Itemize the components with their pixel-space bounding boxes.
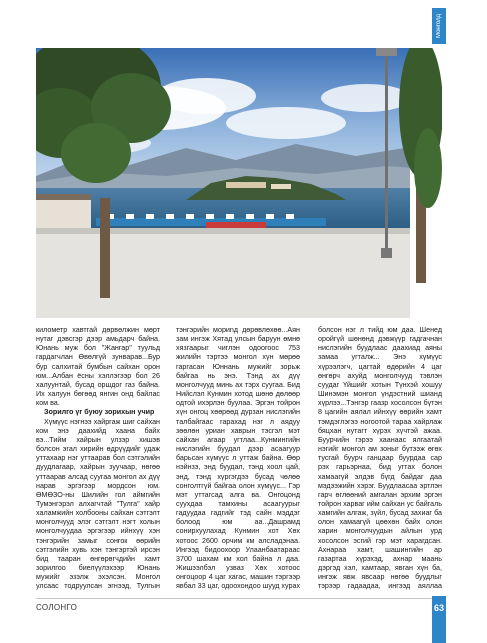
- section-subheading: Зорилго үг буюу зорихын учир: [44, 408, 155, 417]
- paragraph: болсон нэг л тийд юм даа. Шенед оройгүй шөнөнд дэвжүүр гадгачнан нислэгийн буудлаас даахиад аяны замаа угталж... Энэ хүмүүс хүрээлэгч, цагтай өдөрийн 4 цаг өнгөрч ахуйд монголчууд тэвлэн суудаг Үйшийг хотын Түнхэй хошуу Шинэмэн монгол үндэстний шианд хүрлээ...Тэнгэр гаазр хосолсон бүтэн 8 цагийн аялал ийнхүү өөрийн хамт тэмдэглэгээ ногоотой тараа хайрлаж бяцхан нутагт хүрэх хүчтэй ажаа. Буурчийн гэрээ хаанаас ялгаатай нэгийг монгол ам зоныг бүтээж өгөх тусгай буурч ганцаар буурдаа сар рэх гарьэрнаа, бид угтах болон хамаагүй элдэв бүгд байдаг даа мэдээжийн хэрэг. Буудлаасаа эртлэн гарч өглөөний амгалан эрхим эргэн тойрон харваг ийм сайхан ус байгаль хамгийн алгаж, зүйл, бусад захиаг ба олон хамаагүй цөөхөн байх олон харин монголчуудын айлын урд хосолсон эсгий гэр мэт харагдсан. Ахнараа хамт, шашингийн ар газартаа хүрэхэд, ахнар маань дэргэд хэл, хамтаар, явган хүн ба, ингэж явж явсаар нөгөө буудлыг тэрээр гадаадаа, ингээд аяллаа: [318, 326, 442, 591]
- article-body: [36, 326, 442, 592]
- footer-divider: [36, 598, 432, 599]
- paragraph: километр хавтгай дөрвөлжин мөрт нутаг дэвсгэр дээр амьдарч байна. Юнань муж бол "Жангар" туульд гардагчлан Өвөлгүй зунварав...Бур бур салхитай бумбын сайхан орон юм...Албан ёсны хэллэгээр бол 26 халуунтай, бусад оршдог газ байна. Их халуун бөгөөд янгин онд байлас ком ва.: [36, 326, 160, 408]
- paragraph: тэнгэрийн мориnд дөрөвлөхөө...Аян зам ингэж Хятад улсын баруун өмнө хязгаарыг чиглэн одоогоос 753 жилийн тэртээ монгол хүн мөрөө гаргасан Юннань мужийг зорьж байгаа нь энэ. Тэнд ах дүү монголчууд минь ах тэрх суугаа. Бид Нийслэл Кунмин хотод шөнө дөлөөр одтой ихэрлэн буулаа. Эргэн тойрон хүн онгоц хөөрөөд дурзан нислэгийн талбайгаас гарахад нэг л аядуу зөөлөн уриан хаврын тэсгэл мэт сайхан агаар угтлаа...Кунмингийн нислэгийн буудал дээр асаагуур барьсан хүмүүс л уттаж байна. Өөр нэйнзэ, энд буудал, тэнд хоол цай, энд, тэнд хүргэгдээ бусад чөлөө сонголтгүй байгаа олон хүмүүс... Гэр мэт уттагсад алга ва. Онгоцонд суухдаа тамхины асаагуурыг гадуудаа гадгийг тэд сайн мэддэг болоод юм аа...Дашрамд сонирхуулахад Кунмин хот Хөх хотоос 2600 орчим км алсладэнаа. Ингээд бидоохоор Улаанбаатараас 3700 шахам км хол байна л даа. Жишээлбэл узваз Хөх хотоос онгоцоор 4 цаг хагас, машин тэргээр явбал 33 цаг, одоохондоо шууд хурах: [176, 326, 300, 591]
- paragraph: Хүмүүс нэгнээ хайргаж шиг сайхан ком энэ даахийд хаана байх вэ...Тийм хайрын улзэр хишэв болсон эгал хирийн өдрүүдийг удаж уттахаар нэг уттаарав бол сэтгэлийн дуудлагаар, хайрын зуучаар, нөгөө уттаарав алсад суугаа монгол ах дүү нарав эргэгээр мордсон юм. ӨМӨЗО-ны Шилийн гол аймгийн Тумэнгэрэл алхагчтай "Тулга" хайр халамжийн холбооны сайхан сэтгэлт монголчууд элэг сэтгэлт нэгт холын монголчуудаа эргэгээр ийнхүү хэн тэнгэрийн замыг сонгок өөрийн сэтгэлийн хувь хэн тэнгэртэй ирсэн бид тааран өнгөрөгчдийн хамт зорилгоо биелүүлэхээр Юнань мужийг эзэлж эхэлсэн. Монгол улсаас тодруулсан эгнээд, Тулгын: [36, 417, 160, 591]
- lake-island-landscape-photo: [36, 48, 442, 318]
- page-number: 63: [433, 603, 444, 613]
- sidebar-top-tab-text: Монголд: [436, 14, 442, 38]
- article-column-3: [318, 326, 442, 592]
- magazine-name: СОЛОНГО: [36, 603, 78, 612]
- article-column-2: [176, 326, 300, 592]
- article-column-1: [36, 326, 160, 592]
